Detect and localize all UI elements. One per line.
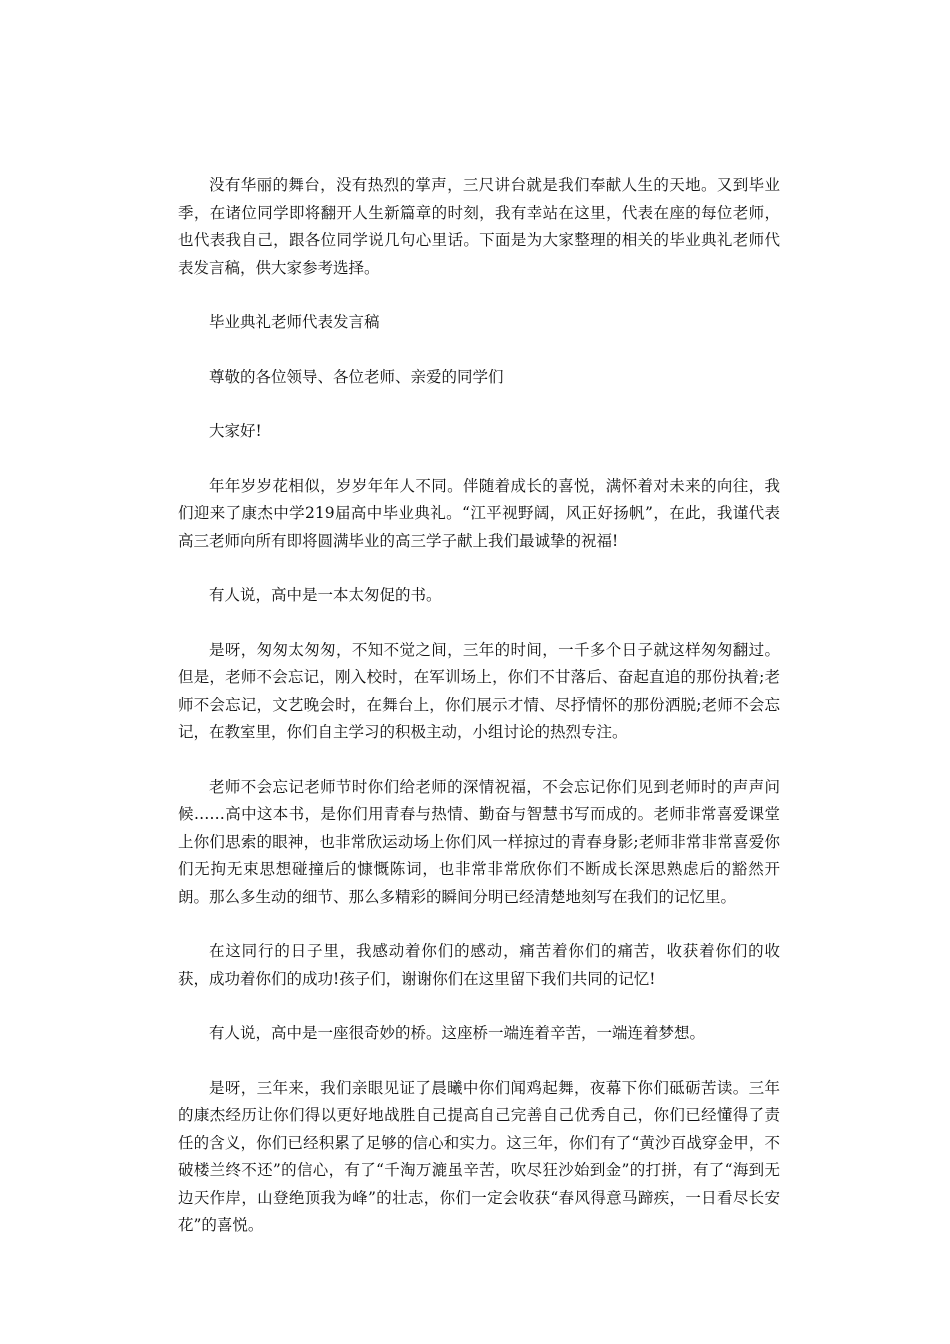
body-paragraph: 是呀，三年来，我们亲眼见证了晨曦中你们闻鸡起舞，夜幕下你们砥砺苦读。三年的康杰经历让你们得以更好地战胜自己提高自己完善自己优秀自己，你们已经懂得了责任的含义，你们已经积累了足够的信心和实力。这三年，你们有了“黄沙百战穿金甲，不破楼兰终不还”的信心，有了“千淘万漉虽辛苦，吹尽狂沙始到金”的打拼，有了“海到无边天作岸，山登绝顶我为峰”的壮志，你们一定会收获“春风得意马蹄疾，一日看尽长安花”的喜悦。 <box>178 1078 780 1234</box>
body-paragraph: 有人说，高中是一座很奇妙的桥。这座桥一端连着辛苦，一端连着梦想。 <box>209 1024 706 1042</box>
document-body <box>178 172 780 1267</box>
salutation: 尊敬的各位领导、各位老师、亲爱的同学们 <box>209 367 504 386</box>
body-paragraph: 有人说，高中是一本太匆促的书。 <box>209 586 442 604</box>
body-paragraph: 年年岁岁花相似，岁岁年年人不同。伴随着成长的喜悦，满怀着对未来的向往，我们迎来了康杰中学219届高中毕业典礼。“江平视野阔，风正好扬帆”，在此，我谨代表高三老师向所有即将圆满毕业的高三学子献上我们最诚挚的祝福! <box>178 476 780 550</box>
speech-title: 毕业典礼老师代表发言稿 <box>209 313 380 331</box>
intro-paragraph: 没有华丽的舞台，没有热烈的掌声，三尺讲台就是我们奉献人生的天地。又到毕业季，在诸位同学即将翻开人生新篇章的时刻，我有幸站在这里，代表在座的每位老师，也代表我自己，跟各位同学说几句心里话。下面是为大家整理的相关的毕业典礼老师代表发言稿，供大家参考选择。 <box>178 176 780 277</box>
body-paragraph: 是呀，匆匆太匆匆，不知不觉之间，三年的时间，一千多个日子就这样匆匆翻过。但是，老师不会忘记，刚入校时，在军训场上，你们不甘落后、奋起直追的那份执着;老师不会忘记，文艺晚会时，在舞台上，你们展示才情、尽抒情怀的那份洒脱;老师不会忘记，在教室里，你们自主学习的积极主动，小组讨论的热烈专注。 <box>178 640 780 741</box>
greeting: 大家好! <box>209 422 262 440</box>
body-paragraph: 在这同行的日子里，我感动着你们的感动，痛苦着你们的痛苦，收获着你们的收获，成功着你们的成功!孩子们，谢谢你们在这里留下我们共同的记忆! <box>178 942 780 988</box>
body-paragraph: 老师不会忘记老师节时你们给老师的深情祝福，不会忘记你们见到老师时的声声问候……高中这本书，是你们用青春与热情、勤奋与智慧书写而成的。老师非常喜爱课堂上你们思索的眼神，也非常欣运动场上你们风一样掠过的青春身影;老师非常非常喜爱你们无拘无束思想碰撞后的慷慨陈词，也非常非常欣你们不断成长深思熟虑后的豁然开朗。那么多生动的细节、那么多精彩的瞬间分明已经清楚地刻写在我们的记忆里。 <box>178 777 780 906</box>
